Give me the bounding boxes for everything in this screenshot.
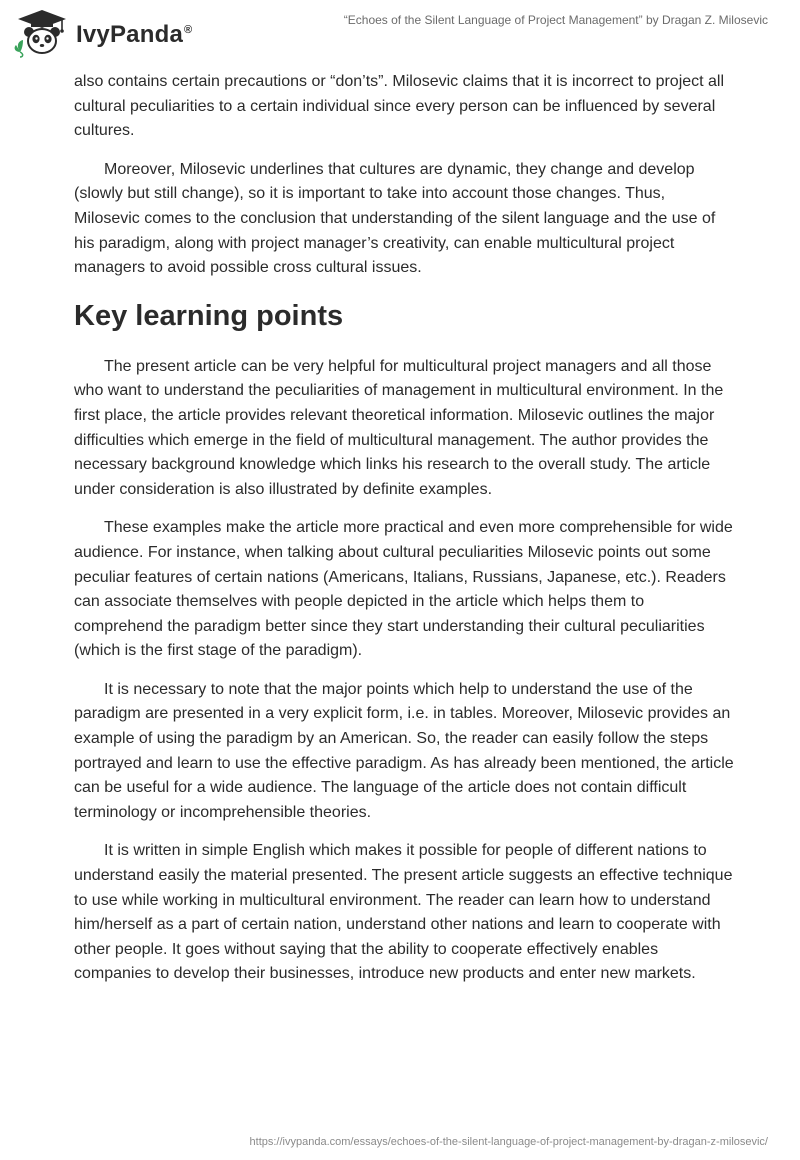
paragraph: The present article can be very helpful for multicultural project managers and all those who want to understand the peculiarities of management in multicultural environment. In the first place, the article provides relevant theoretical information. Milosevic outlines the major difficulties which emerge in the field of multicultural management. The author provides the necessary background knowledge which links his research to the overall study. The article under consideration is also illustrated by definite examples. bbox=[74, 357, 724, 498]
paragraph: also contains certain precautions or “don’ts”. Milosevic claims that it is incorrect to project all cultural peculiarities to a certain individual since every person can be influenced by several cultures. bbox=[74, 73, 725, 140]
paragraph: These examples make the article more practical and even more comprehensible for wide audience. For instance, when talking about cultural peculiarities Milosevic points out some peculiar features of certain nations (Americans, Italians, Russians, Japanese, etc.). Readers can associate themselves with people depicted in the article which helps them to comprehend the paradigm better since they start understanding their cultural peculiarities (which is the first stage of the paradigm). bbox=[74, 519, 733, 660]
page-header bbox=[0, 0, 800, 72]
ivypanda-logo[interactable] bbox=[14, 8, 192, 58]
article-body bbox=[74, 70, 734, 1001]
paragraph: Moreover, Milosevic underlines that cultures are dynamic, they change and develop (slowly but still change), so it is important to take into account those changes. Thus, Milosevic comes to the conclusion that understanding of the silent language and the use of his paradigm, along with project manager’s creativity, can enable multicultural project managers to avoid possible cross cultural issues. bbox=[74, 160, 716, 277]
document-title: “Echoes of the Silent Language of Project Management” by Dragan Z. Milosevic bbox=[343, 13, 768, 27]
section-heading: Key learning points bbox=[74, 299, 344, 332]
panda-graduation-cap-icon bbox=[14, 8, 70, 58]
source-url[interactable]: https://ivypanda.com/essays/echoes-of-the-silent-language-of-project-management-by-dragan-z-milosevic/ bbox=[249, 1136, 768, 1148]
paragraph: It is necessary to note that the major points which help to understand the use of the paradigm are presented in a very explicit form, i.e. in tables. Moreover, Milosevic provides an example of using the paradigm by an American. So, the reader can easily follow the steps portrayed and learn to use the effective paradigm. As has already been mentioned, the article can be useful for a wide audience. The language of the article does not contain difficult terminology or incomprehensible theories. bbox=[74, 680, 734, 821]
paragraph: It is written in simple English which makes it possible for people of different nations to understand easily the material presented. The present article suggests an effective technique to use while working in multicultural environment. The reader can learn how to understand him/herself as a part of certain nation, understand other nations and learn to cooperate with other people. It goes without saying that the ability to cooperate effectively enables companies to develop their businesses, introduce new products and enter new markets. bbox=[74, 842, 733, 983]
brand-name: IvyPanda® bbox=[76, 21, 193, 48]
